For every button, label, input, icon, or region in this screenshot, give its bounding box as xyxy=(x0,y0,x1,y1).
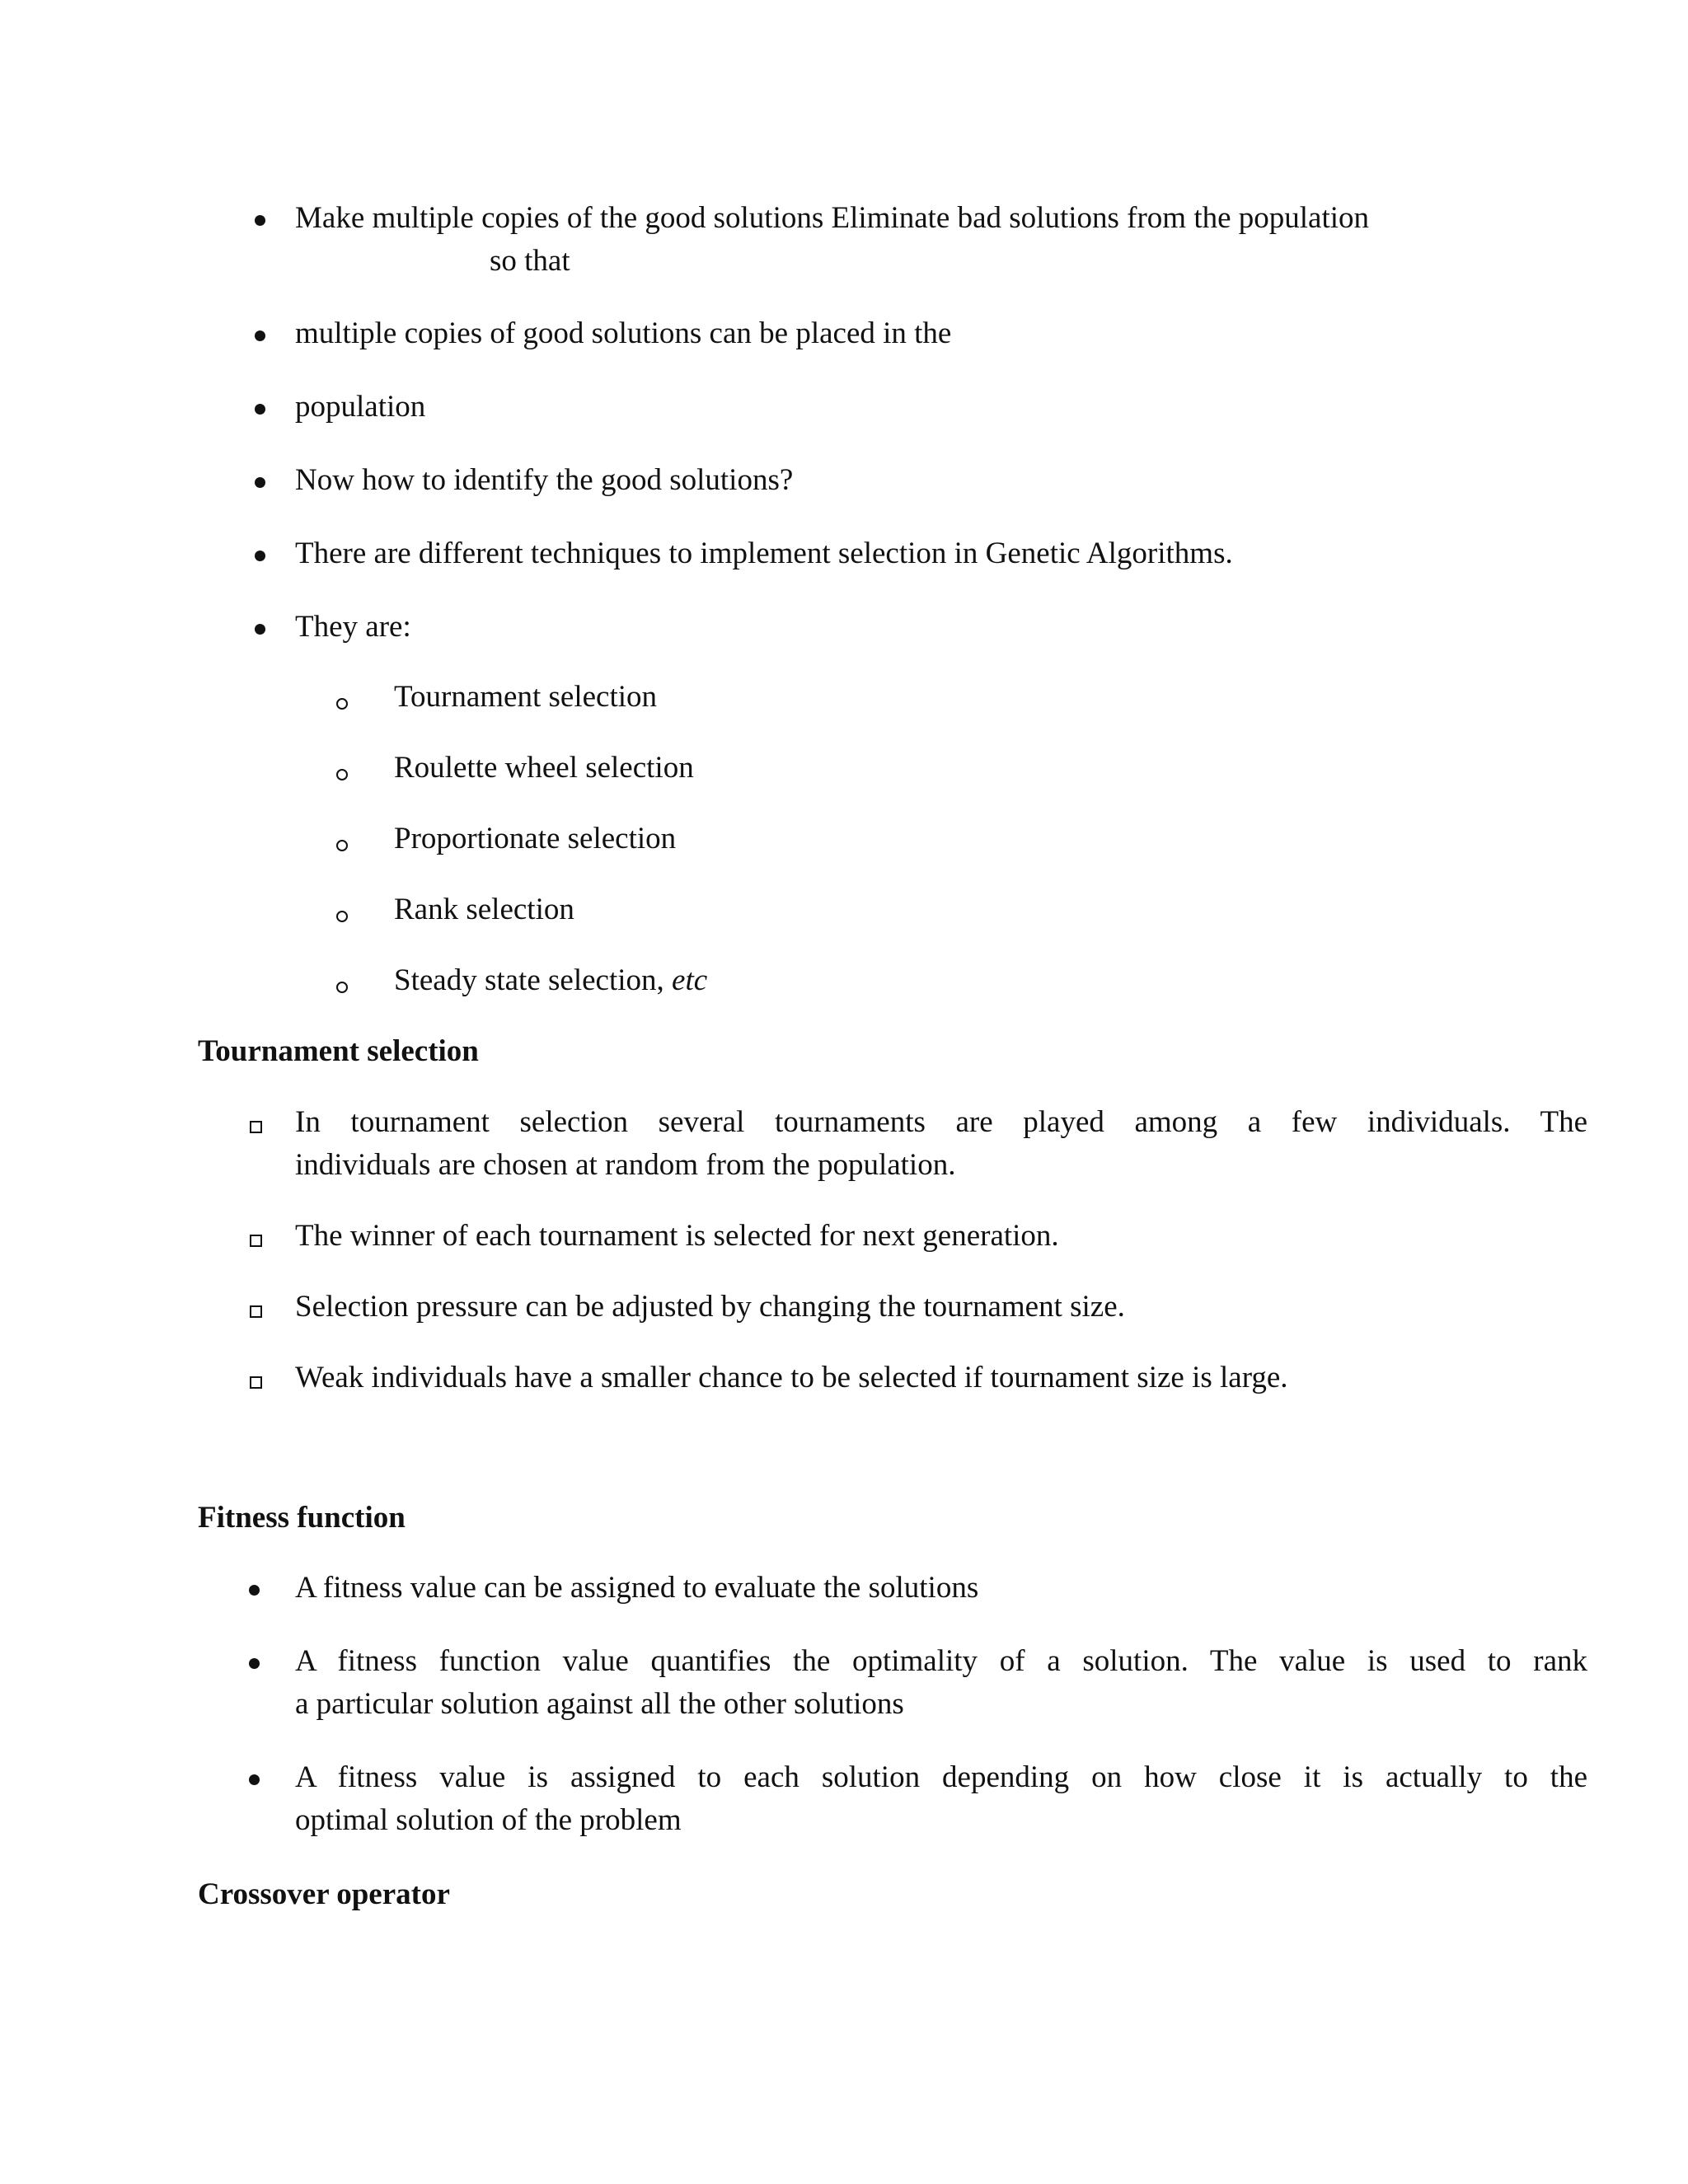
fitness-item-line: A fitness function value quantifies the optimality of a solution. The value is used to rank xyxy=(295,1644,1587,1678)
bullet-dot xyxy=(249,1585,260,1596)
selection-type-item xyxy=(394,959,707,1002)
bullet-dot xyxy=(255,477,265,488)
tournament-item-line: In tournament selection several tournaments are played among a few individuals. The xyxy=(295,1105,1587,1139)
sub-bullet-circle xyxy=(336,982,348,993)
section-heading-fitness: Fitness function xyxy=(198,1501,406,1535)
bullet-dot xyxy=(255,215,265,226)
bullet-dot xyxy=(255,551,265,561)
sub-bullet-circle xyxy=(336,840,348,851)
selection-type-item: Roulette wheel selection xyxy=(394,751,694,785)
sub-bullet-circle xyxy=(336,769,348,780)
selection-type-text: Steady state selection, xyxy=(394,963,664,997)
bullet-text: multiple copies of good solutions can be placed in the xyxy=(295,316,952,350)
sub-bullet-circle xyxy=(336,911,348,922)
tournament-item-line: individuals are chosen at random from the population. xyxy=(295,1148,956,1182)
selection-type-etc: etc xyxy=(672,963,708,997)
bullet-dot xyxy=(249,1658,260,1669)
tournament-item-line: Selection pressure can be adjusted by changing the tournament size. xyxy=(295,1290,1125,1324)
bullet-text: Make multiple copies of the good solutions Eliminate bad solutions from the population xyxy=(295,201,1370,235)
bullet-text-continuation: so that xyxy=(490,244,570,278)
selection-type-item: Rank selection xyxy=(394,893,574,926)
section-heading-crossover: Crossover operator xyxy=(198,1877,450,1911)
section-heading-tournament: Tournament selection xyxy=(198,1034,479,1068)
bullet-square xyxy=(250,1235,262,1247)
sub-bullet-circle xyxy=(336,698,348,710)
tournament-item-line: Weak individuals have a smaller chance to be selected if tournament size is large. xyxy=(295,1361,1288,1394)
fitness-item-line: a particular solution against all the other solutions xyxy=(295,1687,904,1721)
bullet-text: They are: xyxy=(295,610,411,644)
bullet-text: There are different techniques to implement selection in Genetic Algorithms. xyxy=(295,537,1233,570)
bullet-dot xyxy=(249,1774,260,1785)
selection-type-item: Tournament selection xyxy=(394,680,657,714)
bullet-text: Now how to identify the good solutions? xyxy=(295,463,794,497)
fitness-item-line: optimal solution of the problem xyxy=(295,1803,682,1837)
tournament-item-line: The winner of each tournament is selected for next generation. xyxy=(295,1219,1059,1253)
bullet-square xyxy=(250,1305,262,1318)
bullet-square xyxy=(250,1121,262,1133)
bullet-dot xyxy=(255,330,265,341)
fitness-item-line: A fitness value can be assigned to evaluate the solutions xyxy=(295,1571,979,1605)
bullet-text: population xyxy=(295,390,426,424)
bullet-square xyxy=(250,1376,262,1389)
selection-type-item: Proportionate selection xyxy=(394,822,677,855)
bullet-dot xyxy=(255,624,265,635)
fitness-item-line: A fitness value is assigned to each solution depending on how close it is actually to the xyxy=(295,1760,1587,1794)
bullet-dot xyxy=(255,404,265,415)
